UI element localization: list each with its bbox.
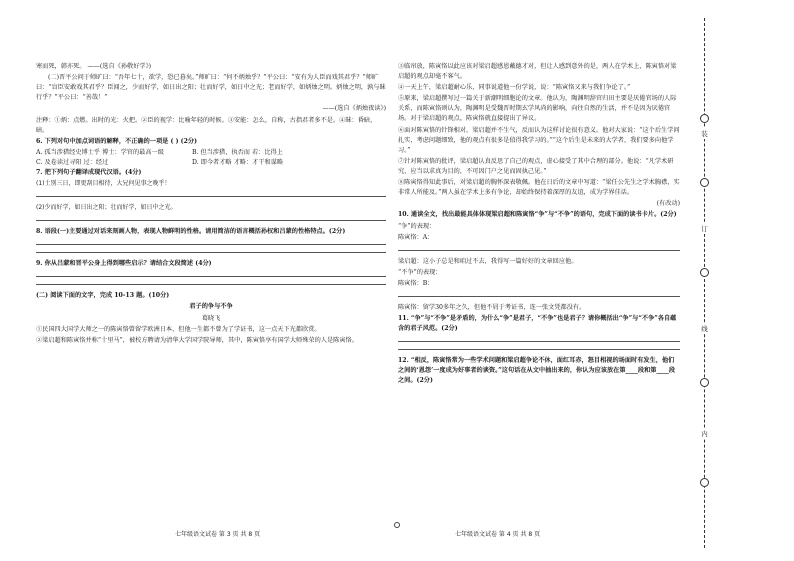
q7-sentence-1: (1)士别三日，即更刮目相待，大兄何见事之晚乎！: [36, 180, 171, 188]
binding-label: 装: [698, 128, 711, 139]
article-source-note: (有改动): [656, 200, 680, 208]
question-7: 7. 把下列句子翻译成现代汉语。(4分): [36, 168, 142, 176]
answer-line[interactable]: [36, 244, 386, 245]
passage-source: ——(选自《炳烛夜读》): [322, 105, 386, 113]
question-11: 11. “争”与“不争”是矛盾的，为什么“争”是君子，“不争”也是君子？请你概括出“争”与“不争”各自蕴含的君子风范。(2分): [398, 315, 677, 333]
q10-card-line: 陈寅恪：留学30多年之久，但他不屑于考证书，连一张文凭都没有。: [398, 304, 586, 312]
answer-line[interactable]: [36, 220, 386, 221]
answer-line[interactable]: [398, 341, 680, 342]
article-paragraph: ⑧陈寅恪得知此事后，对梁启超的胸怀深表敬佩。他在日后的文章中写道：“梁任公先生之学术胸襟，实非常人所能及。”两人虽在学术上多有争论，却始终保持着深厚的友谊，成为学界佳话。: [398, 178, 680, 196]
question-6: 6. 下列对句中加点词语的解释，不正确的一项是 ( ) (2分): [36, 137, 198, 145]
q6-option-a: A. 孤当涉猎经史博士乎 博士：学官的最高一级: [36, 148, 164, 156]
answer-line[interactable]: [398, 349, 680, 350]
q6-option-b: B. 但当涉猎，执否而 若：比得上: [192, 148, 283, 156]
question-8: 8. 语段(一)主要通过对话来刻画人物，表现人物鲜明的性格。请用简洁的语言概括孙权和吕蒙的性格特点。(2分): [36, 228, 346, 236]
binding-margin: [692, 18, 718, 548]
center-dot: [394, 522, 400, 528]
answer-line[interactable]: [36, 196, 386, 197]
binding-label: 内: [698, 428, 711, 439]
passage-line: 寒而死，韩亦死。 ——(选自《孙敬好学》): [36, 63, 152, 70]
question-9: 9. 你从吕蒙和晋平公身上得到哪些启示？请结合文段简述 (4分): [36, 260, 212, 268]
binding-hole-icon: [700, 378, 709, 387]
q6-option-d: D. 即今者才略 才略：才干和谋略: [192, 158, 284, 166]
question-10: 10. 通读全文，找出最能具体体现梁启超和陈寅恪“争”与“不争”的语句，完成下面的读书卡片。(2分): [398, 211, 677, 219]
binding-hole-icon: [700, 114, 709, 123]
article-author: 葛晓飞: [201, 314, 221, 322]
page-footer-right: 七年级语文试卷 第 4 页 共 8 页: [455, 531, 541, 538]
binding-dashed-line: [704, 18, 705, 548]
q10-card-line: “争”的表现：: [398, 222, 436, 230]
binding-label: 订: [698, 223, 711, 234]
q7-sentence-2: (2)少而好学，如日出之阳；壮而好学，如日中之光。: [36, 204, 177, 212]
binding-hole-icon: [700, 478, 709, 487]
article-paragraph: ⑥面对陈寅恪的针锋相对，梁启超并不生气，反而认为这样讨论很有意义。他对大家说：“这个后生学问扎实，考虑问题细致，他的观点有很多是值得我学习的。”“这个后生是未来的大学者，我们要多向他学习。”: [398, 126, 680, 154]
passage-line: (二)晋平公问于师旷曰：“吾年七十，欲学，恐已暮矣。”师旷曰：“何不炳烛乎？”平公曰：“安有为人臣而戏其君乎？”师旷曰：“盲臣安敢戏其君乎？臣闻之，少而好学，如日出之阳；壮而好学，如日中之光；老而好学，如炳烛之明。炳烛之明，孰与昧行乎？”平公曰：“善哉！”: [36, 74, 386, 102]
article-paragraph: ⑤原来，梁启超撰写过一篇关于新潮明细胞论的文章。他认为，陶渊明辞官归田主要是厌倦官场的人际关系，而陈寅恪则认为，陶渊明是受魏晋时期玄学风尚的影响，向往自然的生活，并不是因为厌倦官场。对于梁启超的观点，陈寅恪就直接提出了异议。: [398, 95, 677, 123]
binding-hole-icon: [700, 268, 709, 277]
q6-options: [36, 148, 386, 168]
answer-line[interactable]: [398, 250, 680, 251]
answer-line[interactable]: [36, 276, 386, 277]
answer-line[interactable]: [36, 284, 386, 285]
right-column: [398, 62, 680, 387]
q10-card-line: “不争”的表现：: [398, 268, 442, 276]
left-column: [36, 62, 386, 347]
article-paragraph: ②梁启超和陈寅恪并称“十里马”，被校方聘请为清华大学国学院导师，其中，陈寅恪享有国学大师殊荣的人是陈寅恪。: [36, 336, 358, 344]
answer-line[interactable]: [36, 252, 386, 253]
article-paragraph: ④一天上午，梁启超耐心乐，同事说道他一份学说，说：“陈寅恪又来与我们争论了。”: [398, 84, 631, 92]
binding-hole-icon: [700, 178, 709, 187]
binding-label: 线: [698, 323, 711, 334]
q10-card-line: 陈寅恪：B：: [398, 280, 434, 288]
answer-line[interactable]: [398, 296, 680, 297]
page-footer-left: 七年级语文试卷 第 3 页 共 8 页: [175, 531, 261, 538]
article-paragraph: ③临帘放，陈寅恪以此应该对梁启超感恩戴德才对，但让人感到意外的是，两人在学术上，陈寅恪对梁启超的观点却毫不客气。: [398, 63, 677, 80]
q10-card-line: 梁启超：这小子总是和咱过不去，我得写一篇好好的文章回应他。: [398, 257, 578, 265]
q6-option-c: C. 及卷读过寻阳 过：经过: [36, 158, 109, 166]
article-paragraph: ①民国四大国学大师之一的陈寅恪曾留学欧洲日本，但他一生都不曾为了学证书，这一点天下光都欣赏。: [36, 325, 321, 333]
annotation: 注释：①炳：点燃。出时的光：火把。②臣的视学：比喻年轻的时候。③安能：怎么，自称，古指君者多不是。④昧：昏暗，暗。: [36, 116, 377, 134]
q10-card-line: 陈寅恪：A：: [398, 233, 434, 241]
article-title: 君子的争与不争: [189, 303, 233, 311]
question-12: 12. “相反，陈寅恪常为一些学术问题和梁启超争论不休，面红耳赤，怒目相视的场面时有发生，他们之间的‘恩怨’一度成为好事者的谈资。”这句话在从文中抽出来的，你认为应该放在第____段和第____段之间。(2分): [398, 357, 676, 385]
article-paragraph: ⑦针对陈寅恪的批评，梁启超认真反思了自己的观点，虚心接受了其中合理的部分。他说：“凡学术研究，应当以求真为目的，不可因门户之见而固执己见。”: [398, 157, 674, 175]
section-2-title: (二) 阅读下面的文字，完成 10-13 题。(10分): [36, 292, 170, 300]
